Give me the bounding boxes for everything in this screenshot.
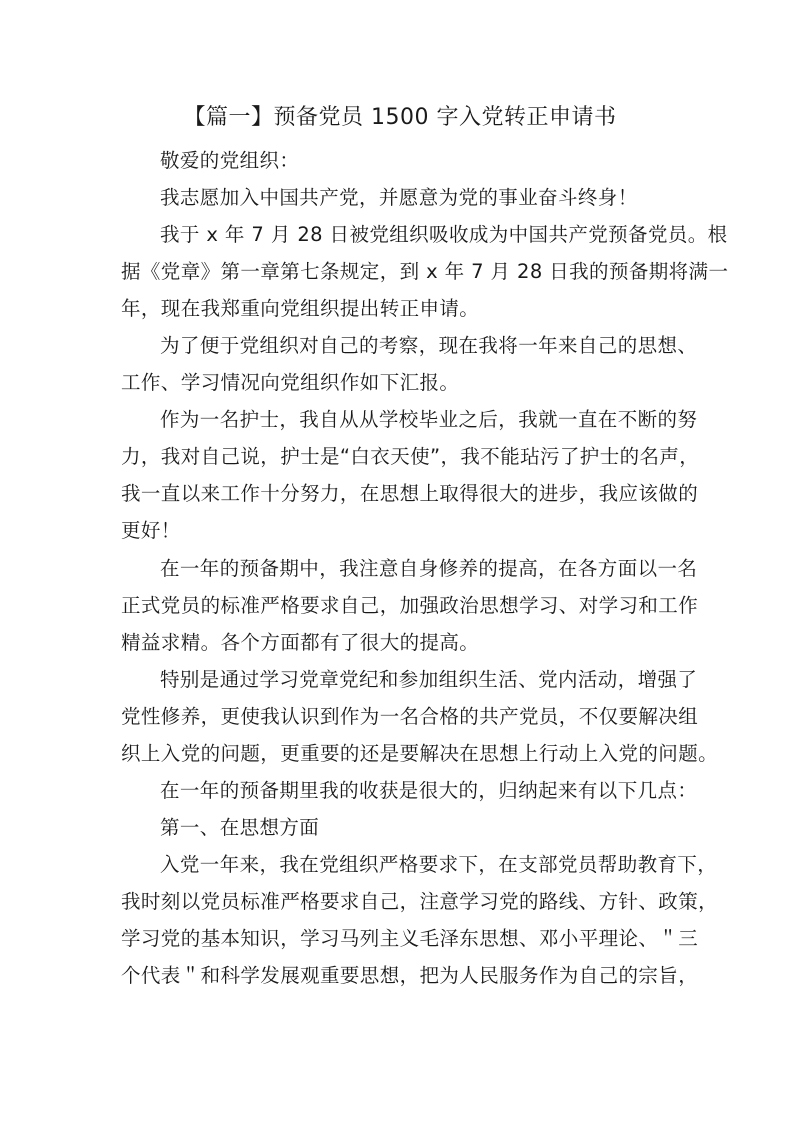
- paragraph-line: 我一直以来工作十分努力，在思想上取得很大的进步，我应该做的: [121, 482, 699, 505]
- paragraph-line: 精益求精。各个方面都有了很大的提高。: [121, 631, 480, 654]
- paragraph-line: 更好！: [121, 519, 181, 542]
- paragraph-line: 党性修养，更使我认识到作为一名合格的共产党员，不仅要解决组: [121, 705, 699, 728]
- paragraph-line: 力，我对自己说，护士是“白衣天使”，我不能玷污了护士的名声，: [121, 445, 700, 468]
- salutation: 敬爱的党组织：: [160, 149, 300, 172]
- paragraph-line: 学习党的基本知识，学习马列主义毛泽东思想、邓小平理论、＂三: [121, 927, 699, 950]
- paragraph-line: 为了便于党组织对自己的考察，现在我将一年来自己的思想、: [160, 334, 698, 357]
- paragraph-line: 正式党员的标准严格要求自己，加强政治思想学习、对学习和工作: [121, 594, 699, 617]
- paragraph-line: 年，现在我郑重向党组织提出转正申请。: [121, 297, 480, 320]
- paragraph-line: 织上入党的问题，更重要的还是要解决在思想上行动上入党的问题。: [121, 742, 719, 765]
- section-heading: 第一、在思想方面: [160, 816, 320, 839]
- paragraph-line: 我志愿加入中国共产党，并愿意为党的事业奋斗终身！: [160, 186, 638, 209]
- paragraph-line: 工作、学习情况向党组织作如下汇报。: [121, 371, 460, 394]
- paragraph-line: 入党一年来，我在党组织严格要求下，在支部党员帮助教育下，: [160, 853, 718, 876]
- document-title: 【篇一】预备党员 1500 字入党转正申请书: [183, 105, 617, 130]
- paragraph-line: 在一年的预备期中，我注意自身修养的提高，在各方面以一名: [160, 557, 698, 580]
- paragraph-line: 特别是通过学习党章党纪和参加组织生活、党内活动，增强了: [160, 668, 698, 691]
- paragraph-line: 据《党章》第一章第七条规定，到 x 年 7 月 28 日我的预备期将满一: [121, 260, 729, 283]
- paragraph-line: 作为一名护士，我自从从学校毕业之后，我就一直在不断的努: [160, 408, 698, 431]
- paragraph-line: 我于 x 年 7 月 28 日被党组织吸收成为中国共产党预备党员。根: [160, 223, 728, 246]
- paragraph-line: 个代表＂和科学发展观重要思想，把为人民服务作为自己的宗旨，: [121, 964, 699, 987]
- paragraph-line: 在一年的预备期里我的收获是很大的，归纳起来有以下几点：: [160, 779, 698, 802]
- paragraph-line: 我时刻以党员标准严格要求自己，注意学习党的路线、方针、政策，: [121, 890, 719, 913]
